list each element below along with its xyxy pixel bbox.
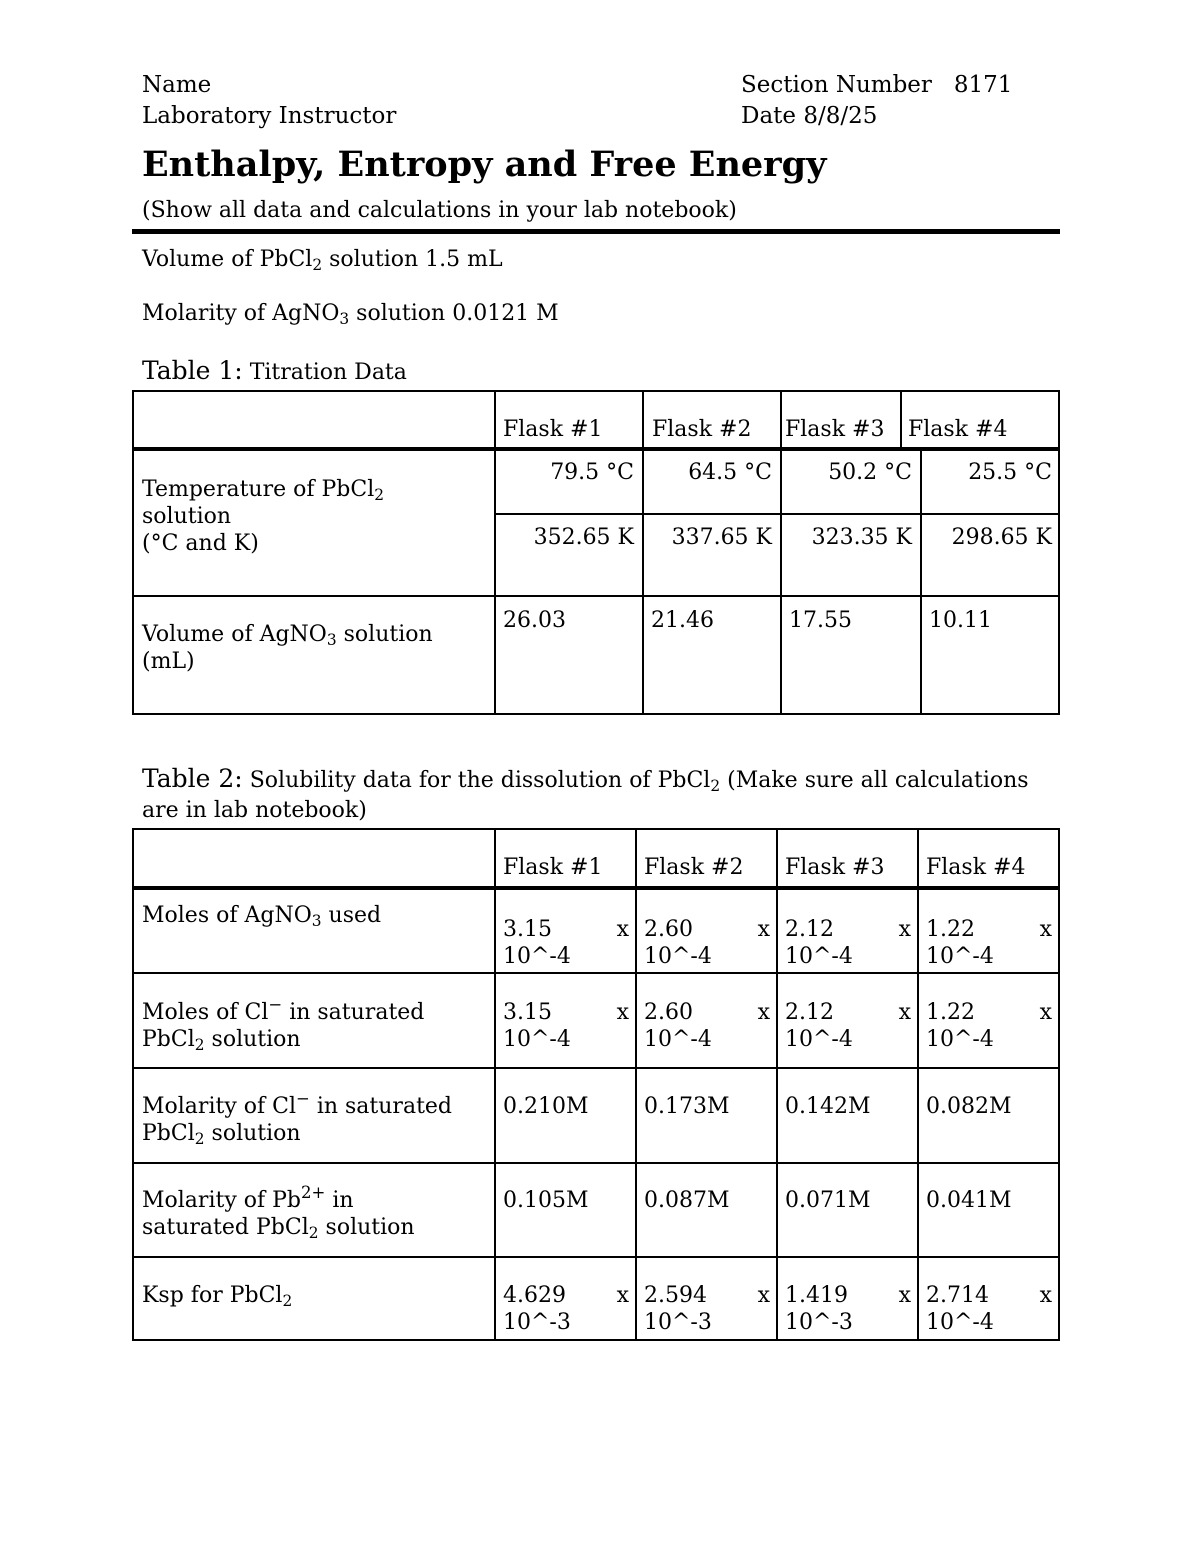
table2-moles-agno3-label-sub: 3 [311,911,322,930]
table1-temp-k-flask2: 337.65 K [671,525,772,550]
sci-mantissa: 3.15 [503,1000,552,1025]
table2-moles-cl-label-d: solution [204,1027,301,1052]
table2-moles-cl-label-line1 [142,994,425,1026]
sci-exponent: 10^-4 [644,1027,712,1052]
table2-caption-text-a: Solubility data for the dissolution of PbCl [242,768,711,793]
sci-times: x [898,1283,911,1308]
table2-molarity-pb-flask1: 0.105M [503,1188,589,1213]
sci-exponent: 10^-3 [785,1310,853,1335]
table1-volume-flask2: 21.46 [651,608,714,633]
table1-volume-label-a: Volume of AgNO [142,622,327,647]
table2-ksp-label-a: Ksp for PbCl [142,1283,283,1308]
table1-header-flask1: Flask #1 [503,417,603,442]
table2-caption-text-b: (Make sure all calculations [720,768,1029,793]
table2-ksp-label [142,1282,292,1309]
volume-line-sub: 2 [312,255,323,274]
table2-caption-label: Table 2: [142,764,243,793]
table1-temp-c-flask1: 79.5 °C [550,460,634,485]
sci-times: x [616,1000,629,1025]
table2-molarity-pb-flask2: 0.087M [644,1188,730,1213]
solubility-table [132,828,1060,1341]
table2-col-divider [635,830,637,1339]
table2-molarity-pb-label-c: saturated PbCl [142,1215,309,1240]
table2-ksp-flask4 [926,1282,1052,1336]
sci-mantissa: 2.594 [644,1283,707,1308]
table1-col-divider [780,449,782,713]
sci-times: x [757,917,770,942]
table2-col-divider [917,830,919,1339]
table2-col-divider [494,830,496,1339]
table2-molarity-pb-label-line1 [142,1182,415,1214]
sci-mantissa: 4.629 [503,1283,566,1308]
table2-moles-agno3-flask1 [503,916,629,970]
date-label: Date [741,103,797,129]
sci-exponent: 10^-4 [785,1027,853,1052]
table1-temp-k-flask3: 323.35 K [811,525,912,550]
table2-molarity-cl-label-line1 [142,1088,453,1120]
table2-molarity-pb-label [142,1182,415,1242]
table2-moles-cl-label-b: in saturated [282,1000,425,1025]
instructor-label: Laboratory Instructor [142,103,397,129]
date [741,102,877,130]
table1-volume-label-sub: 3 [326,630,337,649]
table2-moles-agno3-label-b: used [321,903,382,928]
table2-row-divider [134,1256,1058,1258]
table2-header-flask1: Flask #1 [503,855,603,880]
sci-exponent: 10^-4 [644,944,712,969]
table1-temp-c-flask3: 50.2 °C [828,460,912,485]
table1-temp-c-flask4: 25.5 °C [968,460,1052,485]
sci-times: x [1039,1283,1052,1308]
table2-molarity-pb-flask3: 0.071M [785,1188,871,1213]
sci-mantissa: 1.22 [926,1000,975,1025]
molarity-line-suffix: solution 0.0121 M [349,301,559,326]
table2-header-flask3: Flask #3 [785,855,885,880]
sci-times: x [898,917,911,942]
sci-mantissa: 2.60 [644,917,693,942]
sci-exponent: 10^-4 [785,944,853,969]
table2-molarity-cl-label-sup: − [296,1088,310,1108]
table1-temp-k-flask4: 298.65 K [951,525,1052,550]
volume-line-suffix: solution 1.5 mL [322,247,503,272]
sci-times: x [757,1283,770,1308]
table2-moles-agno3-flask4 [926,916,1052,970]
page-title: Enthalpy, Entropy and Free Energy [142,144,827,185]
volume-line [142,247,503,272]
table2-moles-agno3-label [142,902,381,929]
table1-header-flask4: Flask #4 [908,417,1008,442]
table2-molarity-cl-flask3: 0.142M [785,1094,871,1119]
table2-moles-cl-flask1 [503,999,629,1053]
sci-times: x [898,1000,911,1025]
table1-temp-label-line3: (°C and K) [142,531,259,556]
table2-moles-cl-label [142,994,425,1054]
sci-exponent: 10^-3 [644,1310,712,1335]
table1-col-divider [780,392,782,449]
molarity-line [142,301,559,326]
sci-times: x [616,1283,629,1308]
sci-exponent: 10^-4 [503,944,571,969]
table1-temp-c-flask2: 64.5 °C [688,460,772,485]
sci-mantissa: 3.15 [503,917,552,942]
sci-exponent: 10^-4 [926,1310,994,1335]
table1-temp-label-a: Temperature of PbCl [142,477,375,502]
table1-temp-label-sub: 2 [374,485,385,504]
table2-molarity-cl-label-c: PbCl [142,1121,195,1146]
table2-ksp-flask3 [785,1282,911,1336]
table2-moles-agno3-flask2 [644,916,770,970]
table2-molarity-cl-label-line2 [142,1120,452,1147]
table1-temp-label-line1 [142,476,384,503]
sci-times: x [616,917,629,942]
section-number [741,71,1012,99]
table2-header-flask4: Flask #4 [926,855,1026,880]
table1-col-divider [920,449,922,713]
table2-row-divider [134,1162,1058,1164]
table2-molarity-cl-label-d: solution [204,1121,301,1146]
table2-molarity-pb-label-b: in [325,1188,354,1213]
sci-mantissa: 1.419 [785,1283,848,1308]
table2-moles-cl-flask4 [926,999,1052,1053]
table2-moles-cl-label-sup: − [268,994,283,1014]
table1-caption-label: Table 1: [142,356,243,385]
sci-exponent: 10^-3 [503,1310,571,1335]
table2-caption-line2: are in lab notebook) [142,798,367,823]
table1-volume-flask1: 26.03 [503,608,566,633]
table1-volume-flask3: 17.55 [789,608,852,633]
table2-moles-cl-label-csub: 2 [194,1035,205,1054]
table1-col-divider [494,392,496,713]
table1-temp-label [142,476,384,557]
volume-line-prefix: Volume of PbCl [142,247,313,272]
table2-molarity-pb-label-sup: 2+ [301,1182,326,1202]
table2-molarity-cl-label [142,1088,453,1148]
table1-temp-divider [494,513,1058,515]
page-subtitle: (Show all data and calculations in your lab notebook) [142,198,737,223]
table2-molarity-pb-label-line2 [142,1214,415,1241]
name-label: Name [142,72,212,98]
date-value: 8/8/25 [803,103,878,129]
table2-moles-cl-label-a: Moles of Cl [142,1000,269,1025]
table2-moles-cl-label-line2 [142,1026,424,1053]
section-label: Section Number [741,72,932,98]
table1-temp-k-flask1: 352.65 K [533,525,634,550]
table1-volume-label-line2: (mL) [142,649,195,674]
section-value: 8171 [953,72,1013,98]
table2-ksp-flask2 [644,1282,770,1336]
table1-volume-label-line1 [142,621,433,648]
table2-caption-sub: 2 [710,776,721,795]
table2-molarity-cl-label-csub: 2 [194,1129,205,1148]
table2-molarity-pb-label-a: Molarity of Pb [142,1188,302,1213]
molarity-line-sub: 3 [339,309,350,328]
titration-table [132,390,1060,715]
table1-header-flask3: Flask #3 [785,417,885,442]
table1-caption [142,356,407,385]
table2-moles-cl-flask3 [785,999,911,1053]
table2-ksp-flask1 [503,1282,629,1336]
sci-mantissa: 2.60 [644,1000,693,1025]
table2-row-divider [134,1067,1058,1069]
table1-caption-text: Titration Data [242,360,407,385]
table1-volume-label-b: solution [336,622,433,647]
molarity-line-prefix: Molarity of AgNO [142,301,340,326]
table2-moles-agno3-flask3 [785,916,911,970]
table2-molarity-pb-flask4: 0.041M [926,1188,1012,1213]
table2-header-flask2: Flask #2 [644,855,744,880]
sci-exponent: 10^-4 [503,1027,571,1052]
sci-exponent: 10^-4 [926,944,994,969]
table2-moles-cl-flask2 [644,999,770,1053]
table1-col-divider [900,392,902,449]
table2-row-divider [134,972,1058,974]
table1-col-divider [642,392,644,713]
sci-mantissa: 1.22 [926,917,975,942]
sci-mantissa: 2.714 [926,1283,989,1308]
table2-ksp-label-sub: 2 [282,1291,293,1310]
title-rule [132,229,1060,234]
sci-times: x [1039,917,1052,942]
sci-times: x [757,1000,770,1025]
sci-mantissa: 2.12 [785,1000,834,1025]
table1-volume-label [142,621,433,675]
table2-molarity-cl-label-b: in saturated [309,1094,453,1119]
table2-col-divider [776,830,778,1339]
table2-molarity-cl-flask2: 0.173M [644,1094,730,1119]
table1-volume-flask4: 10.11 [929,608,992,633]
table2-molarity-cl-flask1: 0.210M [503,1094,589,1119]
table2-molarity-cl-label-a: Molarity of Cl [142,1094,296,1119]
table1-header-flask2: Flask #2 [652,417,752,442]
table2-molarity-cl-flask4: 0.082M [926,1094,1012,1119]
sci-times: x [1039,1000,1052,1025]
sci-mantissa: 2.12 [785,917,834,942]
table1-temp-label-line2: solution [142,504,232,529]
table2-molarity-pb-label-csub: 2 [308,1223,319,1242]
sci-exponent: 10^-4 [926,1027,994,1052]
table2-moles-agno3-label-a: Moles of AgNO [142,903,312,928]
table2-molarity-pb-label-d: solution [318,1215,415,1240]
table2-header-rule [134,886,1058,890]
table2-moles-cl-label-c: PbCl [142,1027,195,1052]
table2-caption [142,764,1029,793]
